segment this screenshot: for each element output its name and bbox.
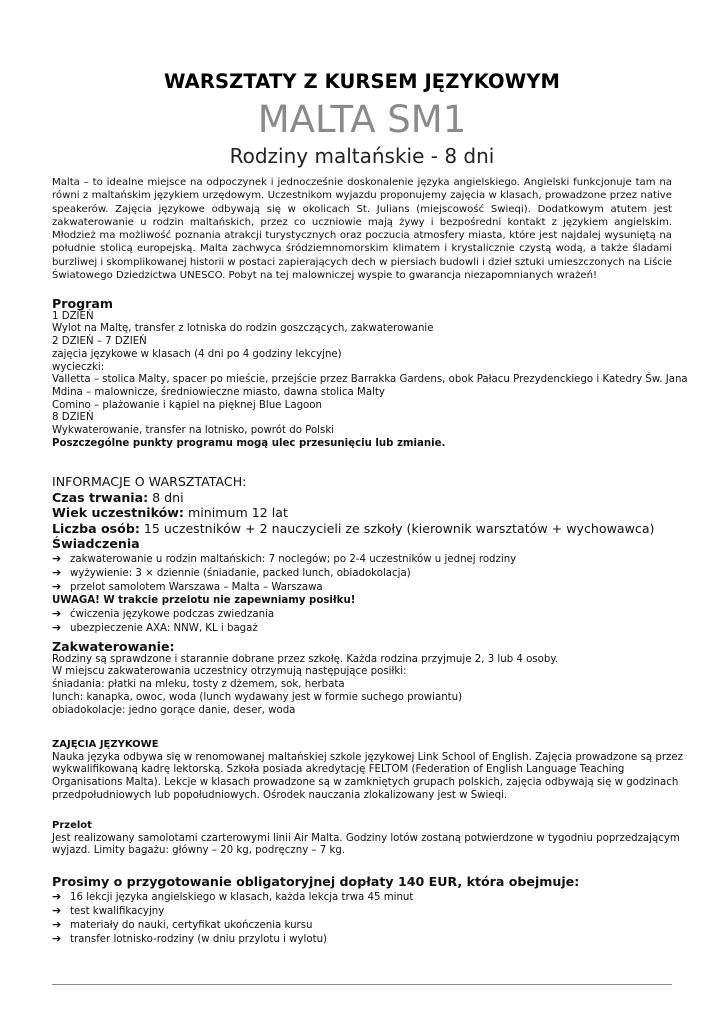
- program-line: zajęcia językowe w klasach (4 dni po 4 godziny lekcyjne): [52, 348, 342, 360]
- duration-label: Czas trwania:: [52, 489, 149, 505]
- program-line: Wylot na Maltę, transfer z lotniska do rodzin goszczących, zakwaterowanie: [52, 323, 434, 335]
- info-heading: INFORMACJE O WARSZTATACH:: [52, 474, 247, 489]
- duration-value: 8 dni: [148, 489, 184, 505]
- classes-line: Nauka języka odbywa się w renomowanej maltańskiej szkole językowej Link School of English. Zajęcia prowadzone są przez: [52, 751, 683, 763]
- accommodation-line: śniadania: płatki na mleku, tosty z dżemem, sok, herbata: [52, 679, 345, 691]
- duration-row: [52, 490, 672, 506]
- age-row: [52, 505, 672, 521]
- flight-line: wyjazd. Limity bagażu: główny – 20 kg, podręczny – 7 kg.: [52, 845, 346, 857]
- flight-section: [52, 820, 680, 858]
- accommodation-line: W miejscu zakwaterowania uczestnicy otrzymują następujące posiłki:: [52, 666, 407, 678]
- program-line: 1 DZIEŃ: [52, 310, 94, 322]
- flight-warning: UWAGA! W trakcie przelotu nie zapewniamy posiłku!: [52, 594, 356, 606]
- arrow-icon: ➔: [52, 932, 62, 945]
- accommodation-line: obiadokolacje: jedno gorące danie, deser, woda: [52, 704, 296, 716]
- extra-item: ➔ materiały do nauki, certyfikat ukończenia kursu: [52, 918, 313, 931]
- program-heading: Program: [52, 296, 113, 311]
- people-row: [52, 521, 672, 537]
- accommodation-line: Rodziny są sprawdzone i starannie dobrane przez szkołę. Każda rodzina przyjmuje 2, 3 lub 4 osoby.: [52, 653, 559, 665]
- benefit-item: ➔ zakwaterowanie u rodzin maltańskich: 7 noclegów; po 2-4 uczestników u jednej rodziny: [52, 551, 517, 565]
- arrow-icon: ➔: [52, 606, 62, 620]
- accommodation-line: lunch: kanapka, owoc, woda (lunch wydawany jest w formie suchego prowiantu): [52, 691, 463, 703]
- program-line: wycieczki:: [52, 361, 105, 373]
- document-title: WARSZTATY Z KURSEM JĘZYKOWYM: [163, 70, 561, 93]
- people-value: 15 uczestników + 2 nauczycieli ze szkoły (kierownik warsztatów + wychowawca): [139, 520, 655, 536]
- program-line: Valletta – stolica Malty, spacer po mieście, przejście przez Barrakka Gardens, obok Pałacu Prezydenckiego i Katedry Św. Jana: [52, 374, 688, 386]
- flight-heading: Przelot: [52, 820, 92, 831]
- age-value: minimum 12 lat: [183, 505, 288, 520]
- extra-item: ➔ 16 lekcji języka angielskiego w klasach, każda lekcja trwa 45 minut: [52, 890, 414, 903]
- arrow-icon: ➔: [52, 579, 62, 593]
- arrow-icon: ➔: [52, 918, 62, 931]
- intro-paragraph: Malta – to idealne miejsce na odpoczynek i jednocześnie doskonalenie języka angielskiego. Angielski funkcjonuje tam na równi z maltańskim językiem urzędowym. Uczestnikom wyjazdu proponujemy zajęcia w klasach, prowadzone przez native speakerów. Zajęcia językowe odbywają się w okolicach St. Julians (miejscowość Swieqi). Dodatkowym atutem jest zakwaterowanie u rodzin maltańskich, przez co uczniowie mają żywy i bezpośredni kontakt z językiem angielskim. Młodzież ma możliwość poznania atrakcji turystycznych oraz poczucia atmosfery miasta, które jest najdalej wysuniętą na południe stolicą europejską. Malta zachwyca śródziemnomorskim klimatem i krystalicznie czystą wodą, a także śladami burzliwej i skomplikowanej historii w postaci zapierających dech w piersiach budowli i dzieł sztuki umieszczonych na Liście Światowego Dziedzictwa UNESCO. Pobyt na tej malowniczej wyspie to gwarancja niezapomnianych wrażeń!: [52, 177, 672, 282]
- people-label: Liczba osób:: [52, 520, 140, 536]
- arrow-icon: ➔: [52, 551, 62, 565]
- program-note: Poszczególne punkty programu mogą ulec przesunięciu lub zmianie.: [52, 437, 446, 449]
- benefit-item: ➔ wyżywienie: 3 × dziennie (śniadanie, packed lunch, obiadokolacja): [52, 565, 411, 579]
- flight-line: Jest realizowany samolotami czarterowymi linii Air Malta. Godziny lotów zostaną potwierdzone w tygodniu poprzedzającym: [52, 832, 680, 844]
- extra-item: ➔ test kwalifikacyjny: [52, 904, 165, 917]
- classes-heading: ZAJĘCIA JĘZYKOWE: [52, 739, 159, 750]
- benefit-item: ➔ przelot samolotem Warszawa – Malta – Warszawa: [52, 579, 323, 593]
- program-line: 2 DZIEŃ – 7 DZIEŃ: [52, 336, 147, 348]
- arrow-icon: ➔: [52, 565, 62, 579]
- document-subtitle: MALTA SM1: [257, 98, 467, 141]
- classes-line: przedpołudniowych lub popołudniowych. Ośrodek nauczania zlokalizowany jest w Swieqi.: [52, 789, 508, 801]
- program-line: Comino – plażowanie i kąpiel na pięknej Blue Lagoon: [52, 399, 322, 411]
- arrow-icon: ➔: [52, 904, 62, 917]
- extra-heading: Prosimy o przygotowanie obligatoryjnej dopłaty 140 EUR, która obejmuje:: [52, 874, 580, 889]
- footer-divider: [52, 984, 672, 985]
- document-tagline: Rodziny maltańskie - 8 dni: [229, 144, 495, 168]
- arrow-icon: ➔: [52, 890, 62, 903]
- classes-line: Organisations Malta). Lekcje w klasach prowadzone są w zamkniętych grupach polskich, zajęcia odbywają się w godzinach: [52, 777, 679, 789]
- arrow-icon: ➔: [52, 620, 62, 634]
- extra-item: ➔ transfer lotnisko-rodziny (w dniu przylotu i wylotu): [52, 932, 328, 945]
- benefits-heading: Świadczenia: [52, 536, 140, 551]
- benefit-item: ➔ ubezpieczenie AXA: NNW, KL i bagaż: [52, 620, 258, 634]
- age-label: Wiek uczestników:: [52, 505, 184, 520]
- benefit-item: ➔ ćwiczenia językowe podczas zwiedzania: [52, 606, 275, 620]
- program-line: Wykwaterowanie, transfer na lotnisko, powrót do Polski: [52, 425, 335, 437]
- extra-section: [52, 874, 672, 946]
- program-line: 8 DZIEŃ: [52, 412, 94, 424]
- program-line: Mdina – malownicze, średniowieczne miasto, dawna stolica Malty: [52, 386, 385, 398]
- program-section: [52, 296, 688, 450]
- classes-line: wykwalifikowaną kadrę lektorską. Szkoła posiada akredytację FELTOM (Federation of English Language Teaching: [52, 764, 625, 776]
- accommodation-heading: Zakwaterowanie:: [52, 639, 175, 654]
- classes-section: [52, 739, 683, 803]
- info-section: [52, 474, 672, 635]
- accommodation-section: [52, 641, 672, 717]
